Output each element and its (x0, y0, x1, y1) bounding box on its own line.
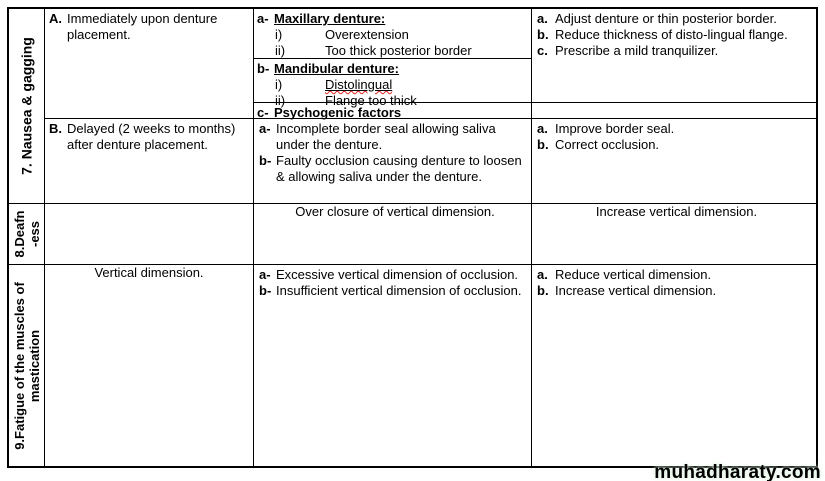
detail-text: Over closure of vertical dimension. (295, 204, 495, 219)
subrow-deafness (45, 204, 816, 264)
row-fatigue (9, 265, 816, 466)
row-header-deafness-label: 8.Deafn -ess (11, 210, 42, 258)
list-item-num: i) (275, 27, 283, 42)
row-deafness (9, 204, 816, 265)
detail-text: Faulty occlusion causing denture to loosen & allowing saliva under the denture. (276, 153, 522, 184)
section-title: Psychogenic factors (274, 105, 402, 120)
cause-text: Vertical dimension. (94, 265, 204, 280)
treatment-text: Increase vertical dimension. (555, 283, 717, 298)
cause-marker: B. (49, 121, 62, 136)
detail-item (259, 153, 527, 185)
cell-fatigue-details (254, 265, 532, 466)
cell-nausea-a-details (254, 9, 532, 118)
row-fatigue-body (45, 265, 816, 466)
watermark-muhadharaty: muhadharaty.com (654, 462, 821, 481)
list-item-text: Too thick posterior border (325, 43, 472, 58)
cell-nausea-a-treatments (532, 9, 816, 118)
detail-text: Incomplete border seal allowing saliva under the denture. (276, 121, 496, 152)
treatment-text: Reduce vertical dimension. (555, 267, 712, 282)
cell-fatigue-cause (45, 265, 254, 466)
detail-item (259, 283, 527, 299)
detail-marker: a- (259, 267, 271, 282)
section-maxillary-denture (254, 9, 531, 59)
cell-nausea-b-cause (45, 119, 254, 203)
list-item (257, 27, 528, 43)
row-header-nausea-label: 7. Nausea & gagging (18, 37, 34, 175)
treatment-item (537, 11, 812, 27)
row-header-fatigue-label: 9.Fatigue of the muscles of mastication (11, 281, 42, 450)
treatment-text: Adjust denture or thin posterior border. (555, 11, 777, 26)
section-title: Maxillary denture: (274, 11, 386, 26)
list-item-text: Flange too thick (325, 93, 417, 108)
detail-marker: b- (259, 153, 272, 168)
row-nausea-gagging (9, 9, 816, 204)
list-item (257, 77, 528, 93)
list-item-num: ii) (275, 93, 286, 108)
cell-deafness-treatment (532, 204, 816, 264)
cell-deafness-detail (254, 204, 532, 264)
treatment-text: Correct occlusion. (555, 137, 660, 152)
cell-deafness-cause-empty (45, 204, 254, 264)
section-marker: b- (257, 61, 270, 76)
detail-item (259, 121, 527, 153)
detail-text: Insufficient vertical dimension of occlusion. (276, 283, 522, 298)
treatment-item (537, 121, 812, 137)
treatment-text: Increase vertical dimension. (595, 204, 758, 219)
detail-marker: b- (259, 283, 272, 298)
section-marker: c- (257, 105, 269, 120)
treatment-marker: b. (537, 137, 549, 152)
list-item (257, 43, 528, 59)
treatment-marker: a. (537, 267, 548, 282)
treatment-text: Improve border seal. (555, 121, 675, 136)
section-marker: a- (257, 11, 269, 26)
section-mandibular-denture (254, 59, 531, 108)
treatment-marker: a. (537, 121, 548, 136)
treatment-text: Reduce thickness of disto-lingual flange. (555, 27, 788, 42)
detail-item (259, 267, 527, 283)
subrow-nausea-b (45, 119, 816, 203)
row-header-cell-fatigue (9, 265, 45, 466)
treatment-item (537, 283, 812, 299)
treatment-marker: b. (537, 27, 549, 42)
cause-text: Delayed (2 weeks to months) after denture placement. (67, 121, 236, 152)
empty-cell (532, 103, 816, 118)
row-header-cell-nausea (9, 9, 45, 203)
cell-nausea-a-cause (45, 9, 254, 118)
treatment-item (537, 27, 812, 43)
list-item-text: Overextension (325, 27, 409, 42)
treatment-marker: c. (537, 43, 548, 58)
treatment-marker: b. (537, 283, 549, 298)
list-item-num: ii) (275, 43, 286, 58)
cell-nausea-b-treatments (532, 119, 816, 203)
detail-text: Excessive vertical dimension of occlusion. (276, 267, 519, 282)
list-item-text-misspelled: Distolingual (325, 77, 393, 92)
list-item-num: i) (275, 77, 283, 92)
denture-problems-table (7, 7, 818, 468)
row-deafness-body (45, 204, 816, 264)
cell-fatigue-treatments (532, 265, 816, 466)
row-header-cell-deafness (9, 204, 45, 264)
treatment-item (537, 137, 812, 153)
treatment-item (537, 43, 812, 59)
detail-marker: a- (259, 121, 271, 136)
cause-text: Immediately upon denture placement. (67, 11, 218, 42)
row-nausea-body (45, 9, 816, 203)
cause-marker: A. (49, 11, 62, 26)
subrow-nausea-a (45, 9, 816, 119)
section-title: Mandibular denture: (274, 61, 399, 76)
treatment-list (532, 9, 816, 103)
treatment-item (537, 267, 812, 283)
cell-nausea-b-details (254, 119, 532, 203)
subrow-fatigue (45, 265, 816, 466)
treatment-marker: a. (537, 11, 548, 26)
treatment-text: Prescribe a mild tranquilizer. (555, 43, 719, 58)
